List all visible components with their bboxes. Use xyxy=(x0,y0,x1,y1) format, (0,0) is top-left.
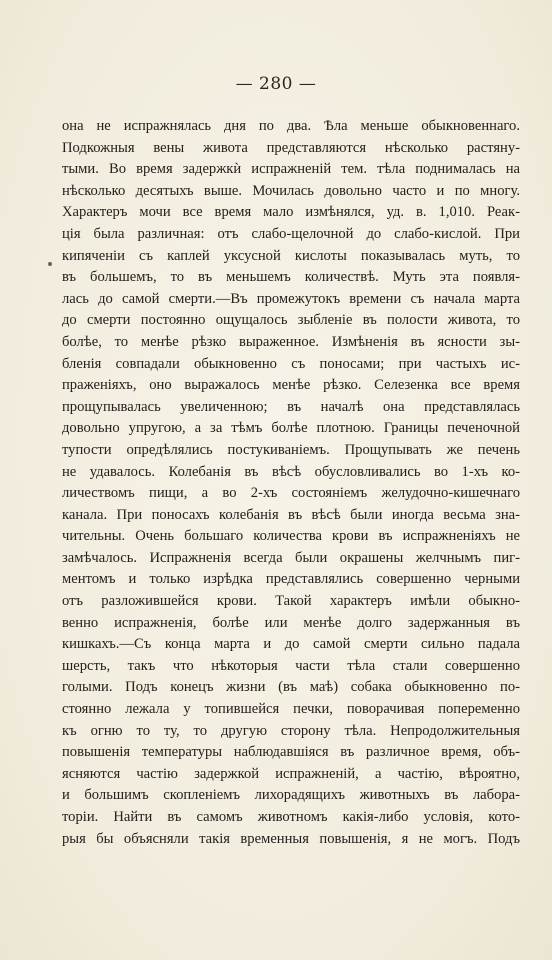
text-line: чительны. Очень большаго количества крови въ испражненіяхъ не xyxy=(62,528,520,545)
text-line: венно испражненія, болѣе или менѣе долго задержанныя въ xyxy=(62,614,520,631)
text-line: голыми. Подъ конецъ жизни (въ маѣ) собака обыкновенно по- xyxy=(62,679,520,696)
text-line: она не испражнялась дня по два. Ѣла меньше обыкновеннаго. xyxy=(62,118,520,134)
text-line: тупости опредѣлялись постукиваніемъ. Прощупывать же печень xyxy=(62,441,520,458)
text-line: ція была различная: отъ слабо-щелочной до слабо-кислой. При xyxy=(62,225,520,242)
text-line: канала. При поносахъ колебанія въ вѣсѣ были иногда весьма зна- xyxy=(62,506,520,523)
text-line: праженіяхъ, оно выражалось менѣе рѣзко. Селезенка все время xyxy=(62,377,520,394)
page-number: — 280 — xyxy=(235,74,317,94)
text-line: ментомъ и только изрѣдка представлялись совершенно черными xyxy=(62,571,520,588)
text-line: замѣчалось. Испражненія всегда были окрашены желчнымъ пиг- xyxy=(62,549,520,566)
body-text xyxy=(62,116,520,850)
text-line: къ огню то ту, то другую сторону тѣла. Непродолжительныя xyxy=(62,722,520,739)
text-line: торіи. Найти въ самомъ животномъ какія-либо условія, кото- xyxy=(62,809,520,825)
ink-dot xyxy=(48,262,52,266)
text-line: стоянно лежала у топившейся печки, поворачивая попеременно xyxy=(62,701,520,718)
text-line: довольно упругою, а за тѣмъ болѣе плотною. Границы печеночной xyxy=(62,420,520,437)
text-line: болѣе, то менѣе рѣзко выраженное. Измѣненія въ ясности зы- xyxy=(62,333,520,350)
text-line: Характеръ мочи все время мало измѣнялся, уд. в. 1,010. Реак- xyxy=(62,204,520,221)
text-line: Подкожныя вены живота представляются нѣсколько растяну- xyxy=(62,139,520,156)
text-line: кишкахъ.—Съ конца марта и до самой смерти сильно падала xyxy=(62,636,520,653)
text-line: до смерти постоянно ощущалось зыбленіе въ полости живота, то xyxy=(62,312,520,329)
text-line: прощупывалась увеличенною; въ началѣ она представлялась xyxy=(62,398,520,415)
text-line: отъ разложившейся крови. Такой характеръ имѣли обыкно- xyxy=(62,593,520,610)
text-line: нѣсколько десятыхъ выше. Мочилась довольно часто и по многу. xyxy=(62,182,520,199)
text-line: въ большемъ, то въ меньшемъ количествѣ. Муть эта появля- xyxy=(62,269,520,286)
text-line: ясняются частію задержкой испражненій, а частію, вѣроятно, xyxy=(62,765,520,782)
text-line: личествомъ пищи, а во 2-хъ состояніемъ желудочно-кишечнаго xyxy=(62,485,520,502)
text-line: повышенія температуры наблюдавшіяся въ различное время, объ- xyxy=(62,744,520,761)
text-line: лась до самой смерти.—Въ промежутокъ времени съ начала марта xyxy=(62,290,520,307)
text-line: бленія совпадали обыкновенно съ поносами; при частыхъ ис- xyxy=(62,355,520,372)
text-line: тыми. Во время задержкѝ испражненій тем. тѣла поднималась на xyxy=(62,161,520,178)
text-line: и большимъ скопленіемъ лихорадящихъ животныхъ въ лабора- xyxy=(62,787,520,804)
text-line: рыя бы объясняли такія временныя повышенія, я не могъ. Подъ xyxy=(62,830,520,847)
text-line: шерсть, такъ что нѣкоторыя части тѣла стали совершенно xyxy=(62,657,520,674)
text-line: не удавалось. Колебанія въ вѣсѣ обусловливались во 1-хъ ко- xyxy=(62,463,520,480)
text-line: кипяченіи съ каплей уксусной кислоты показывалась муть, то xyxy=(62,247,520,264)
